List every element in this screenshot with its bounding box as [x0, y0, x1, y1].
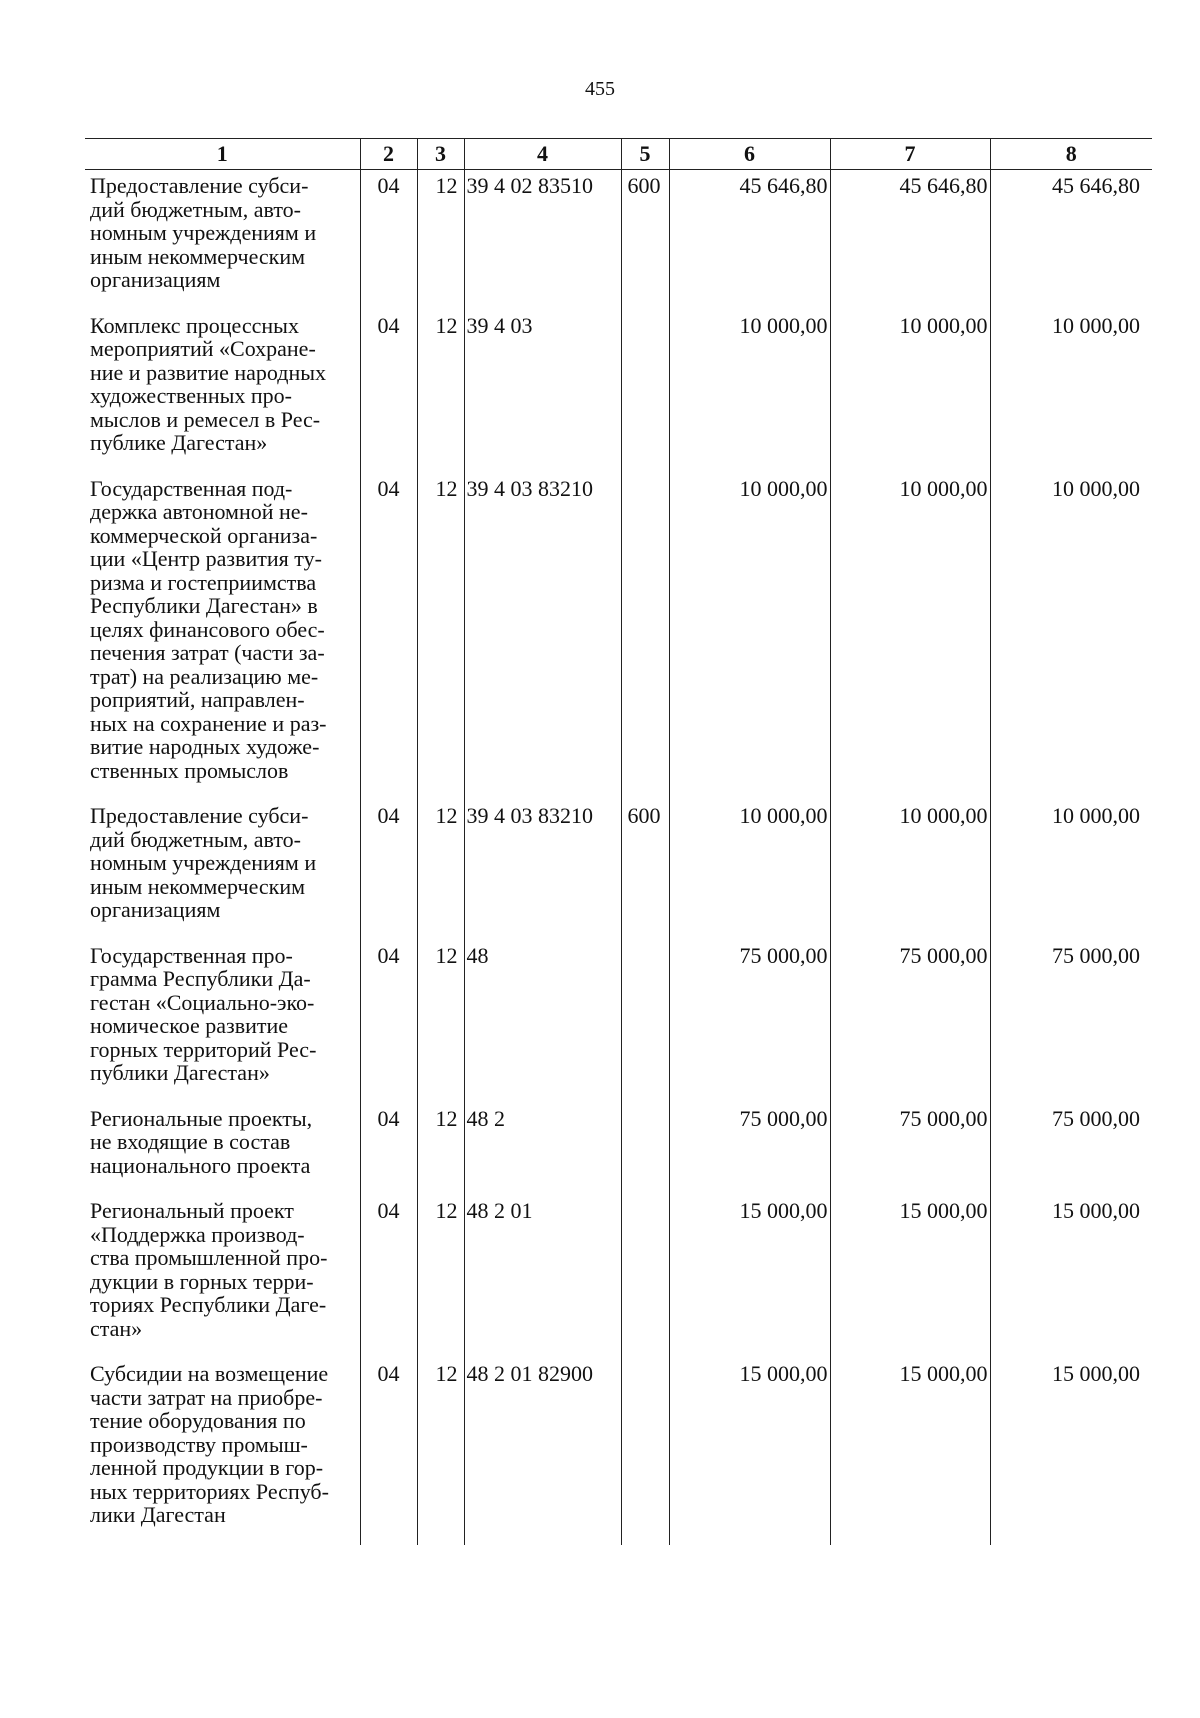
item-name-line: горных территорий Рес- [90, 1036, 317, 1062]
subsection-code: 12 [417, 1103, 464, 1196]
item-name-line: иным некоммерческим [90, 243, 306, 269]
item-name-line: грамма Республики Да- [90, 966, 311, 991]
table-row [85, 800, 1152, 940]
subsection-code: 12 [417, 1358, 464, 1545]
item-name-line: публики Дагестан» [90, 1060, 270, 1085]
column-header: 5 [621, 139, 669, 170]
target-article-code: 39 4 03 83210 [464, 800, 621, 940]
target-article-code: 48 2 01 82900 [464, 1358, 621, 1545]
item-name [85, 1103, 360, 1196]
item-name-line: держка автономной не- [90, 499, 308, 524]
expense-type-code: 600 [621, 800, 669, 940]
target-article-code: 48 2 [464, 1103, 621, 1196]
subsection-code: 12 [417, 800, 464, 940]
item-name-line: дий бюджетным, авто- [90, 196, 301, 222]
item-name-line: коммерческой организа- [90, 522, 318, 548]
item-name-line: ториях Республики Даге- [90, 1292, 327, 1317]
table-row [85, 1195, 1152, 1358]
item-name-line: ние и развитие народных [90, 359, 327, 385]
amount-year-2: 10 000,00 [830, 473, 990, 801]
amount-year-1: 15 000,00 [669, 1195, 830, 1358]
section-code: 04 [360, 800, 417, 940]
amount-year-1: 10 000,00 [669, 473, 830, 801]
item-name-line: не входящие в состав [90, 1129, 291, 1154]
item-name-line: дий бюджетным, авто- [90, 826, 301, 852]
column-header: 6 [669, 139, 830, 170]
amount-year-3: 10 000,00 [990, 310, 1152, 473]
section-code: 04 [360, 940, 417, 1103]
amount-year-1: 10 000,00 [669, 310, 830, 473]
item-name-line: Региональный проект [90, 1198, 294, 1223]
section-code: 04 [360, 1358, 417, 1545]
subsection-code: 12 [417, 310, 464, 473]
item-name-line: части затрат на приобре- [90, 1384, 323, 1410]
table-row [85, 310, 1152, 473]
item-name-line: Региональные проекты, [90, 1105, 313, 1131]
item-name-line: витие народных художе- [90, 734, 320, 759]
table-row [85, 1358, 1152, 1545]
item-name [85, 940, 360, 1103]
expense-type-code [621, 1358, 669, 1545]
amount-year-1: 75 000,00 [669, 1103, 830, 1196]
item-name-line: тение оборудования по [90, 1408, 306, 1433]
amount-year-1: 10 000,00 [669, 800, 830, 940]
item-name-line: ственных промыслов [90, 757, 289, 783]
item-name-line: ции «Центр развития ту- [90, 546, 322, 571]
amount-year-3: 10 000,00 [990, 800, 1152, 940]
item-name-line: Государственная под- [90, 475, 293, 501]
item-name-line: гестан «Социально-эко- [90, 989, 315, 1015]
amount-year-1: 45 646,80 [669, 170, 830, 310]
subsection-code: 12 [417, 1195, 464, 1358]
table-row [85, 940, 1152, 1103]
expense-type-code [621, 473, 669, 801]
amount-year-3: 15 000,00 [990, 1195, 1152, 1358]
item-name-line: ства промышленной про- [90, 1245, 328, 1270]
item-name-line: Предоставление субси- [90, 803, 309, 828]
expense-type-code [621, 310, 669, 473]
item-name-line: публике Дагестан» [90, 430, 268, 455]
page-number: 455 [585, 78, 615, 100]
item-name-line: дукции в горных терри- [90, 1268, 314, 1294]
amount-year-3: 75 000,00 [990, 1103, 1152, 1196]
amount-year-2: 10 000,00 [830, 800, 990, 940]
subsection-code: 12 [417, 170, 464, 310]
item-name-line: Предоставление субси- [90, 173, 309, 198]
amount-year-3: 10 000,00 [990, 473, 1152, 801]
amount-year-2: 45 646,80 [830, 170, 990, 310]
table-header-row [85, 139, 1152, 170]
subsection-code: 12 [417, 940, 464, 1103]
item-name [85, 800, 360, 940]
amount-year-1: 15 000,00 [669, 1358, 830, 1545]
amount-year-3: 15 000,00 [990, 1358, 1152, 1545]
item-name-line: номическое развитие [90, 1013, 289, 1038]
target-article-code: 39 4 02 83510 [464, 170, 621, 310]
item-name [85, 310, 360, 473]
item-name-line: мероприятий «Сохране- [90, 336, 316, 361]
item-name [85, 1195, 360, 1358]
column-header: 1 [85, 139, 360, 170]
item-name-line: ленной продукции в гор- [90, 1455, 324, 1480]
item-name-line: ных территориях Респуб- [90, 1478, 329, 1504]
target-article-code: 39 4 03 [464, 310, 621, 473]
item-name-line: производству промыш- [90, 1431, 308, 1457]
amount-year-3: 75 000,00 [990, 940, 1152, 1103]
amount-year-3: 45 646,80 [990, 170, 1152, 310]
item-name-line: Государственная про- [90, 942, 293, 968]
item-name-line: «Поддержка производ- [90, 1221, 305, 1247]
item-name-line: ризма и гостеприимства [90, 569, 317, 595]
expense-type-code [621, 1103, 669, 1196]
target-article-code: 48 2 01 [464, 1195, 621, 1358]
item-name-line: номным учреждениям и [90, 850, 317, 875]
item-name-line: Субсидии на возмещение [90, 1361, 329, 1386]
section-code: 04 [360, 170, 417, 310]
section-code: 04 [360, 473, 417, 801]
item-name-line: организациям [90, 897, 221, 922]
item-name [85, 1358, 360, 1545]
item-name-line: трат) на реализацию ме- [90, 663, 319, 689]
expense-type-code: 600 [621, 170, 669, 310]
amount-year-2: 75 000,00 [830, 940, 990, 1103]
amount-year-2: 10 000,00 [830, 310, 990, 473]
item-name-line: лики Дагестан [90, 1502, 226, 1527]
column-header: 3 [417, 139, 464, 170]
item-name-line: стан» [90, 1315, 143, 1341]
table-row [85, 473, 1152, 801]
column-header: 7 [830, 139, 990, 170]
amount-year-2: 15 000,00 [830, 1195, 990, 1358]
item-name [85, 170, 360, 310]
table-row [85, 1103, 1152, 1196]
amount-year-1: 75 000,00 [669, 940, 830, 1103]
section-code: 04 [360, 310, 417, 473]
item-name-line: Республики Дагестан» в [90, 593, 318, 618]
item-name-line: печения затрат (части за- [90, 640, 325, 665]
item-name-line: роприятий, направлен- [90, 687, 305, 712]
amount-year-2: 75 000,00 [830, 1103, 990, 1196]
item-name-line: национального проекта [90, 1152, 311, 1178]
item-name-line: иным некоммерческим [90, 873, 306, 899]
item-name [85, 473, 360, 801]
expense-type-code [621, 1195, 669, 1358]
target-article-code: 48 [464, 940, 621, 1103]
target-article-code: 39 4 03 83210 [464, 473, 621, 801]
amount-year-2: 15 000,00 [830, 1358, 990, 1545]
column-header: 2 [360, 139, 417, 170]
expense-type-code [621, 940, 669, 1103]
section-code: 04 [360, 1103, 417, 1196]
column-header: 8 [990, 139, 1152, 170]
item-name-line: целях финансового обес- [90, 616, 325, 642]
item-name-line: номным учреждениям и [90, 220, 317, 245]
column-header: 4 [464, 139, 621, 170]
item-name-line: Комплекс процессных [90, 312, 299, 338]
table-row [85, 170, 1152, 310]
subsection-code: 12 [417, 473, 464, 801]
item-name-line: художественных про- [90, 383, 292, 408]
item-name-line: организациям [90, 267, 221, 292]
item-name-line: мыслов и ремесел в Рес- [90, 406, 321, 432]
item-name-line: ных на сохранение и раз- [90, 710, 327, 736]
budget-table [85, 138, 1152, 1545]
section-code: 04 [360, 1195, 417, 1358]
